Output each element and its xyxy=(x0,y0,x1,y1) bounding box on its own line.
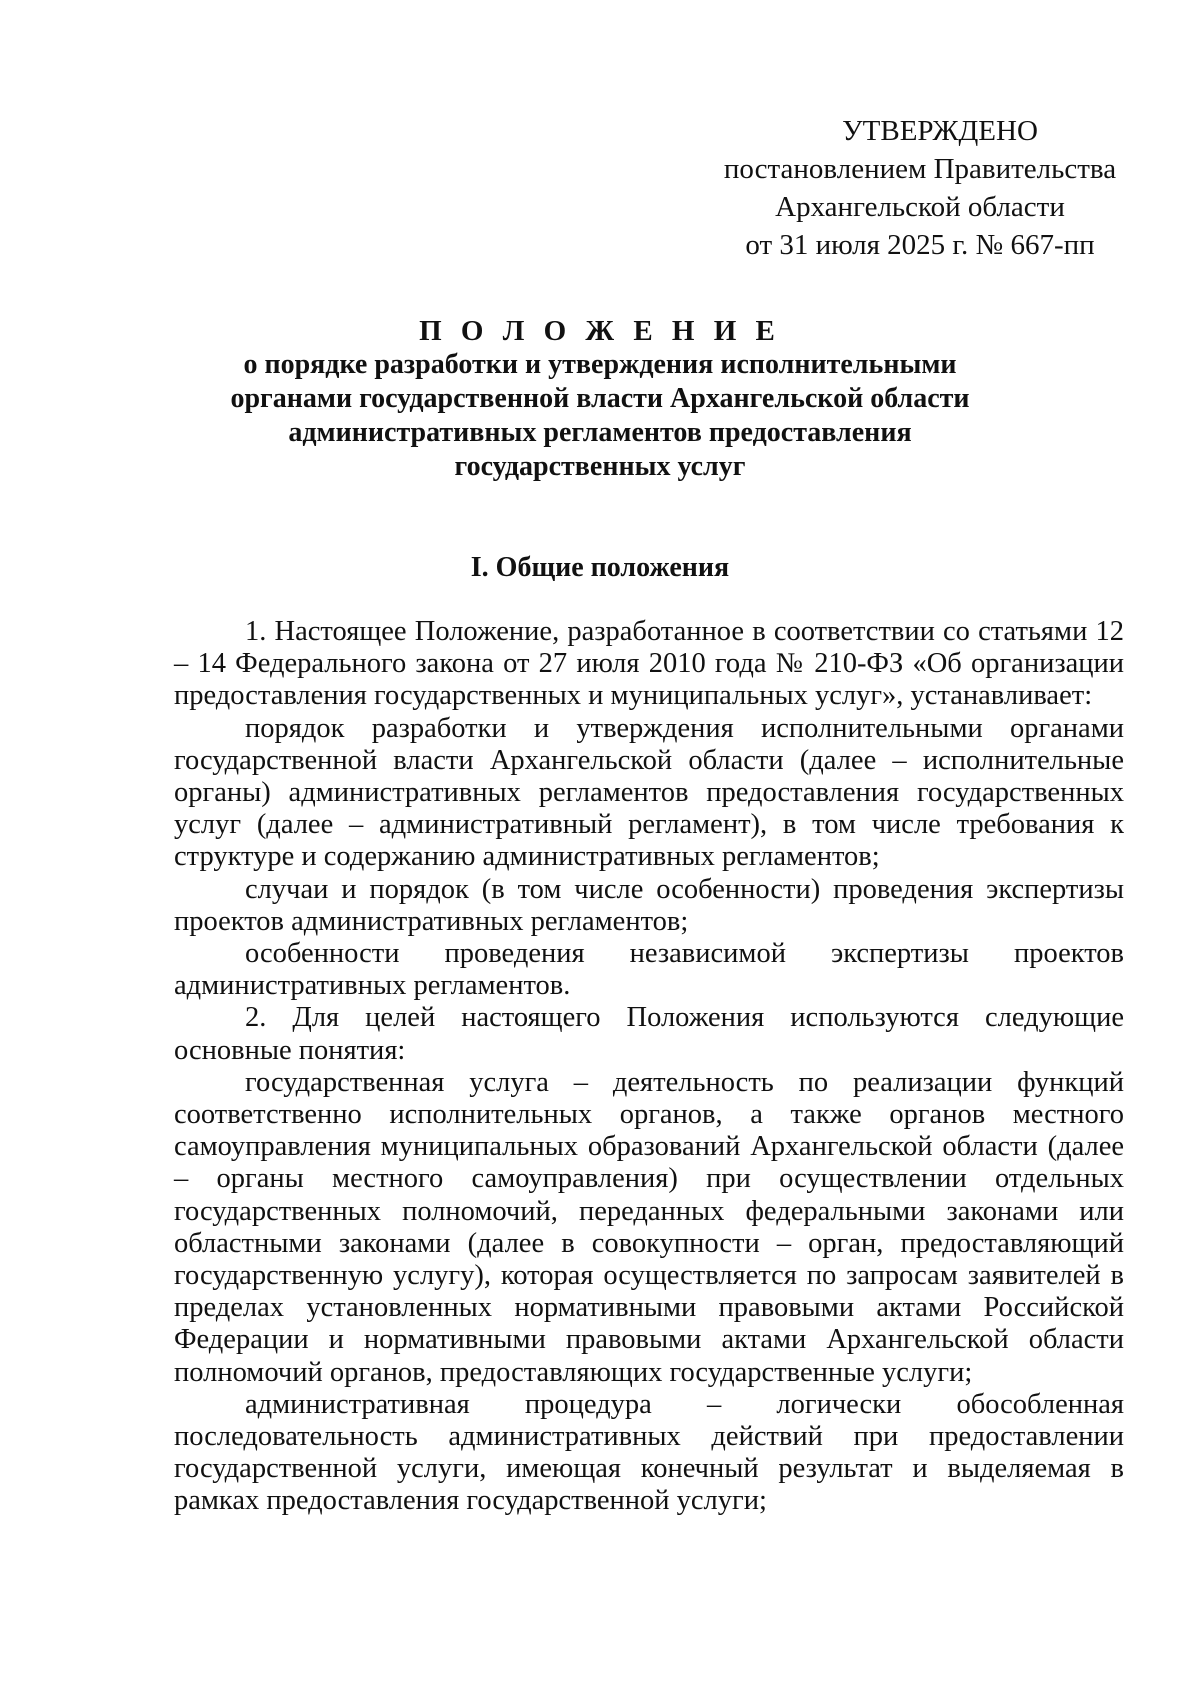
paragraph-7: административная процедура – логически обособленная последовательность административных действий при предоставлении государственной услуги, имеющая конечный результат и выделяемая в рамках предоставления государственной услуги; xyxy=(174,1388,1124,1517)
approval-line-4: от 31 июля 2025 г. № 667-пп xyxy=(745,229,1095,261)
approval-line-1: УТВЕРЖДЕНО xyxy=(842,115,1038,147)
paragraph-1: 1. Настоящее Положение, разработанное в соответствии со статьями 12 – 14 Федерального закона от 27 июля 2010 года № 210-ФЗ «Об организации предоставления государственных и муниципальных услуг», устанавливает: xyxy=(174,616,1124,712)
approval-stamp xyxy=(700,112,1140,264)
paragraph-6: государственная услуга – деятельность по реализации функций соответственно исполнительных органов, а также органов местного самоуправления муниципальных образований Архангельской области (далее – органы местного самоуправления) при осуществлении отдельных государственных полномочий, переданных федеральными законами или областными законами (далее в совокупности – орган, предоставляющий государственную услугу), которая осуществляется по запросам заявителей в пределах установленных нормативными правовыми актами Российской Федерации и нормативными правовыми актами Архангельской области полномочий органов, предоставляющих государственные услуги; xyxy=(174,1066,1124,1388)
document-body xyxy=(174,616,1124,1518)
approval-line-2: постановлением Правительства xyxy=(723,153,1117,185)
document-title-line-2: органами государственной власти Архангельской области xyxy=(230,383,970,414)
paragraph-2: порядок разработки и утверждения исполнительными органами государственной власти Архангельской области (далее – исполнительные органы) административных регламентов предоставления государственных услуг (далее – административный регламент), в том числе требования к структуре и содержанию административных регламентов; xyxy=(174,712,1124,873)
document-title-line-3: административных регламентов предоставления xyxy=(288,417,912,448)
document-title-line-4: государственных услуг xyxy=(454,451,746,482)
document-title xyxy=(0,314,1200,484)
approval-line-3: Архангельской области xyxy=(775,191,1065,223)
paragraph-4: особенности проведения независимой экспертизы проектов административных регламентов. xyxy=(174,938,1124,1002)
section-heading: I. Общие положения xyxy=(470,552,730,583)
paragraph-3: случаи и порядок (в том числе особенности) проведения экспертизы проектов административных регламентов; xyxy=(174,873,1124,937)
document-title-line-1: о порядке разработки и утверждения исполнительными xyxy=(243,349,957,380)
paragraph-5: 2. Для целей настоящего Положения используются следующие основные понятия: xyxy=(174,1002,1124,1066)
document-title-main: П О Л О Ж Е Н И Е xyxy=(419,315,781,347)
